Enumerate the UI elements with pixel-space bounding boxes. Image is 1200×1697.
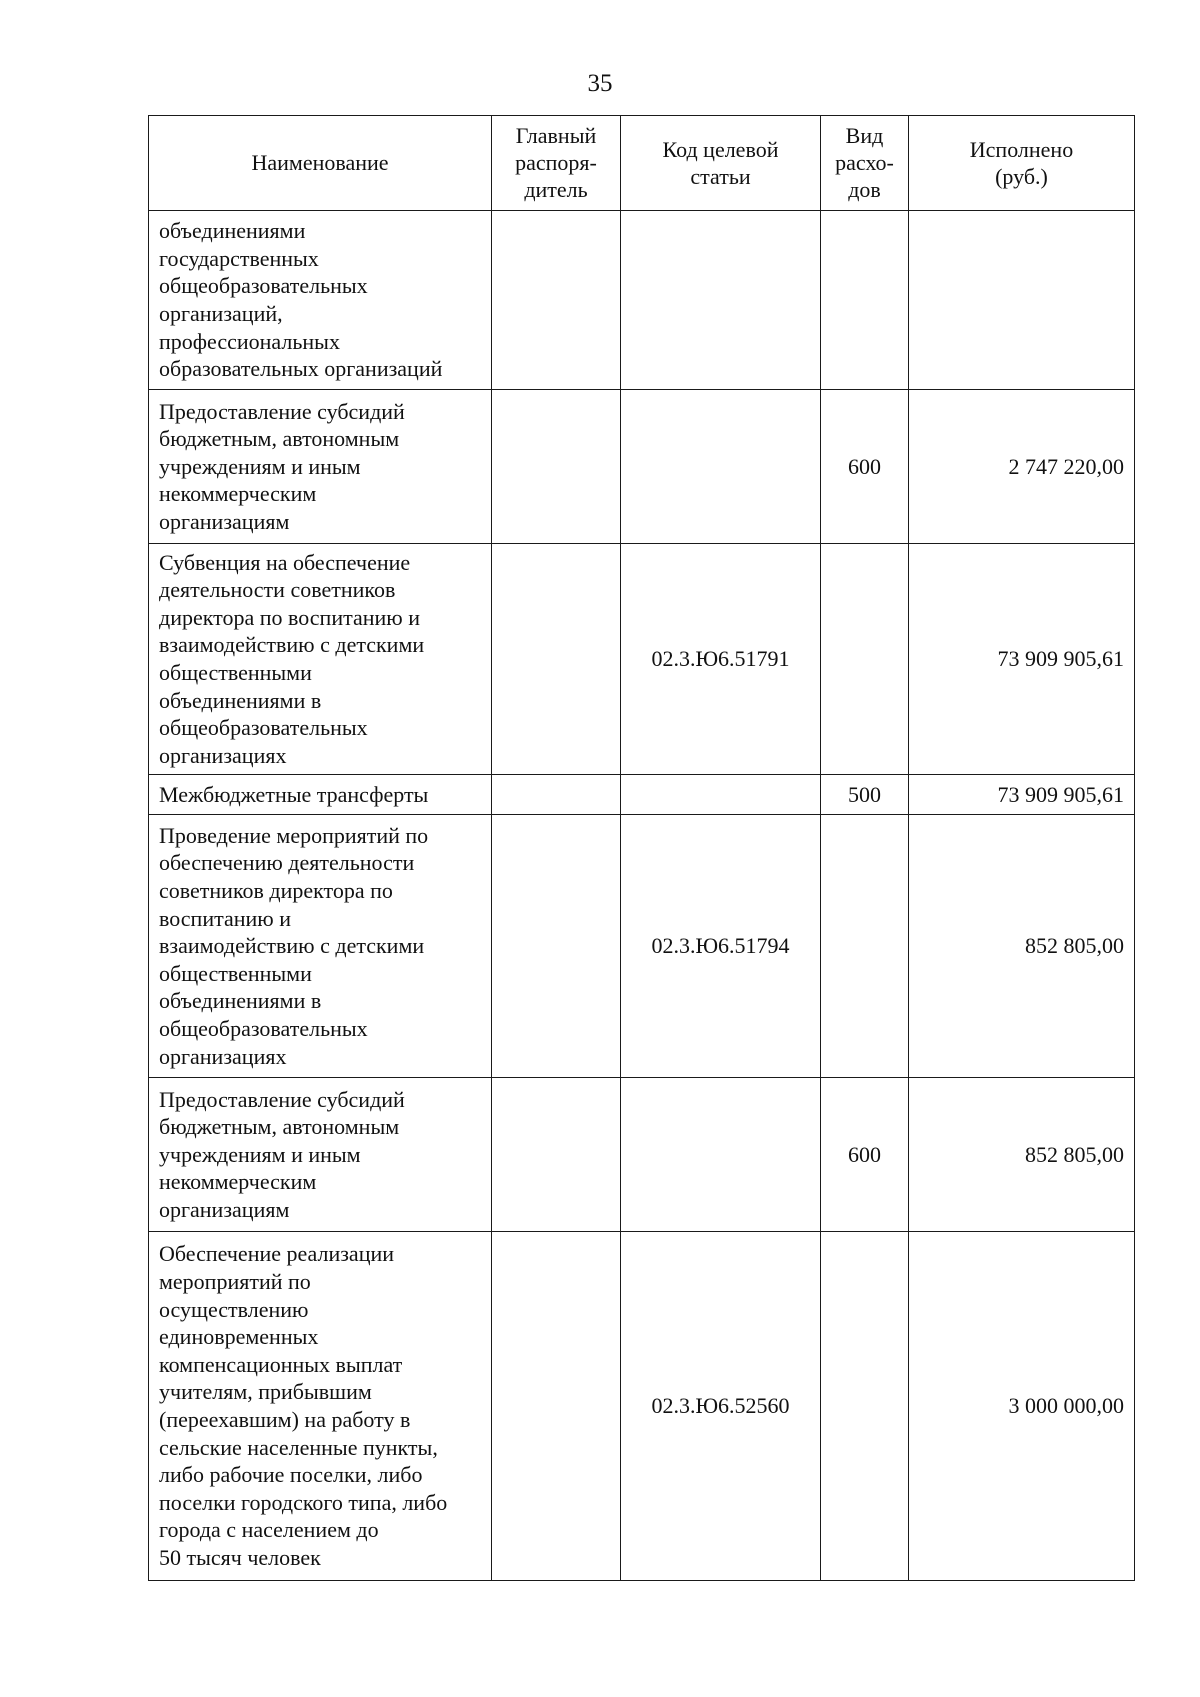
name-line: некоммерческим	[159, 1169, 317, 1195]
name-line: учителям, прибывшим	[159, 1379, 372, 1405]
cell-name	[149, 390, 492, 544]
name-line: сельские населенные пункты,	[159, 1434, 438, 1460]
name-line: объединениями в	[159, 988, 322, 1014]
cell-amount: 73 909 905,61	[909, 544, 1135, 775]
name-line: воспитанию и	[159, 905, 291, 931]
cell-kind	[821, 1232, 909, 1581]
name-line: взаимодействию с детскими	[159, 632, 425, 658]
name-line: организаций,	[159, 301, 283, 326]
name-line: Межбюджетные трансферты	[159, 781, 429, 807]
table-row	[149, 211, 1135, 390]
name-line: организациях	[159, 1043, 287, 1069]
name-line: общеобразовательных	[159, 1015, 368, 1041]
table-header-row	[149, 116, 1135, 211]
cell-amount: 3 000 000,00	[909, 1232, 1135, 1581]
header-line: Наименование	[251, 150, 389, 175]
table-row	[149, 1232, 1135, 1581]
cell-kind: 600	[821, 390, 909, 544]
cell-distributor	[492, 1078, 621, 1232]
cell-code	[621, 211, 821, 390]
table-row	[149, 544, 1135, 775]
header-name	[149, 116, 492, 211]
header-line: Исполнено	[969, 136, 1074, 162]
name-line: деятельности советников	[159, 577, 396, 603]
header-line: Вид	[845, 123, 884, 148]
name-line: города с населением до	[159, 1517, 379, 1543]
expenditure-table	[148, 115, 1135, 1581]
name-line: государственных	[159, 245, 319, 271]
header-kind	[821, 116, 909, 211]
cell-kind	[821, 211, 909, 390]
cell-distributor	[492, 815, 621, 1078]
cell-name	[149, 1078, 492, 1232]
name-line: общественными	[159, 960, 312, 986]
cell-distributor	[492, 390, 621, 544]
name-line: Обеспечение реализации	[159, 1241, 395, 1267]
name-line: директора по воспитанию и	[159, 604, 420, 630]
name-line: взаимодействию с детскими	[159, 933, 425, 959]
cell-code: 02.3.Ю6.52560	[621, 1232, 821, 1581]
cell-code: 02.3.Ю6.51791	[621, 544, 821, 775]
header-distributor	[492, 116, 621, 211]
name-line: организациям	[159, 508, 290, 534]
cell-distributor	[492, 1232, 621, 1581]
cell-code	[621, 775, 821, 815]
name-line: бюджетным, автономным	[159, 426, 400, 452]
name-line: Предоставление субсидий	[159, 398, 405, 424]
name-line: либо рабочие поселки, либо	[159, 1462, 423, 1488]
name-line: образовательных организаций	[159, 356, 443, 382]
cell-name	[149, 544, 492, 775]
name-line: обеспечению деятельности	[159, 850, 415, 876]
name-line: объединениями	[159, 218, 306, 244]
cell-amount: 2 747 220,00	[909, 390, 1135, 544]
name-line: организациях	[159, 742, 287, 768]
name-line: (переехавшим) на работу в	[159, 1407, 411, 1432]
cell-kind: 600	[821, 1078, 909, 1232]
header-code	[621, 116, 821, 211]
header-line: Главный	[515, 123, 597, 148]
name-line: Субвенция на обеспечение	[159, 549, 411, 575]
name-line: осуществлению	[159, 1296, 309, 1322]
cell-name	[149, 775, 492, 815]
name-line: компенсационных выплат	[159, 1351, 403, 1377]
cell-amount: 852 805,00	[909, 1078, 1135, 1232]
name-line: общественными	[159, 660, 312, 685]
name-line: Предоставление субсидий	[159, 1086, 405, 1112]
table-row	[149, 390, 1135, 544]
header-line: расхо-	[835, 150, 894, 175]
cell-code	[621, 390, 821, 544]
cell-amount	[909, 211, 1135, 390]
name-line: бюджетным, автономным	[159, 1114, 400, 1140]
table-body	[149, 211, 1135, 1581]
header-line: дитель	[524, 177, 588, 202]
name-line: советников директора по	[159, 878, 393, 904]
cell-name	[149, 211, 492, 390]
cell-kind	[821, 815, 909, 1078]
header-amount	[909, 116, 1135, 211]
name-line: объединениями в	[159, 687, 322, 713]
header-line: Код целевой	[662, 136, 779, 162]
cell-code	[621, 1078, 821, 1232]
cell-amount: 852 805,00	[909, 815, 1135, 1078]
name-line: учреждениям и иным	[159, 1141, 361, 1167]
name-line: организациям	[159, 1196, 290, 1222]
cell-name	[149, 1232, 492, 1581]
name-line: общеобразовательных	[159, 715, 368, 741]
name-line: учреждениям и иным	[159, 453, 361, 479]
cell-amount: 73 909 905,61	[909, 775, 1135, 815]
header-line: (руб.)	[995, 163, 1048, 189]
cell-name	[149, 815, 492, 1078]
name-line: некоммерческим	[159, 481, 317, 507]
header-line: дов	[848, 177, 881, 202]
name-line: мероприятий по	[159, 1269, 311, 1295]
cell-kind	[821, 544, 909, 775]
table-row	[149, 775, 1135, 815]
page-number: 35	[587, 70, 613, 97]
cell-kind: 500	[821, 775, 909, 815]
cell-distributor	[492, 775, 621, 815]
header-line: распоря-	[515, 150, 597, 175]
cell-code: 02.3.Ю6.51794	[621, 815, 821, 1078]
name-line: поселки городского типа, либо	[159, 1489, 448, 1515]
name-line: общеобразовательных	[159, 273, 368, 299]
table-row	[149, 1078, 1135, 1232]
name-line: единовременных	[159, 1324, 319, 1350]
table-row	[149, 815, 1135, 1078]
name-line: профессиональных	[159, 328, 340, 354]
cell-distributor	[492, 544, 621, 775]
header-line: статьи	[690, 163, 751, 189]
cell-distributor	[492, 211, 621, 390]
name-line: 50 тысяч человек	[159, 1544, 321, 1570]
name-line: Проведение мероприятий по	[159, 822, 429, 848]
